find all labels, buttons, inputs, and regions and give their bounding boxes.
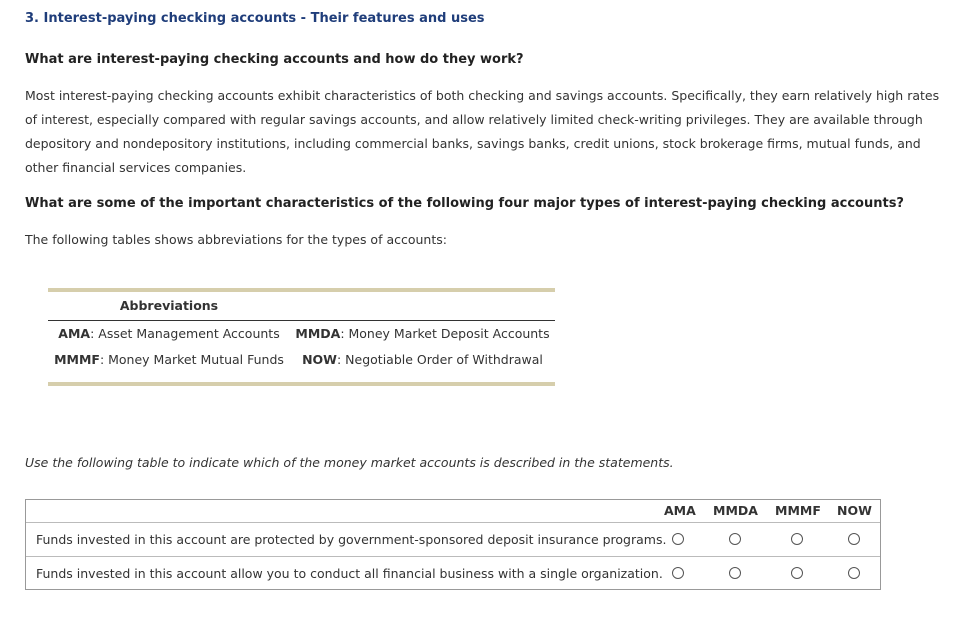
abbreviations-heading: Abbreviations [119, 298, 219, 313]
abbreviations-table [48, 288, 555, 386]
radio-mmda[interactable] [729, 567, 741, 579]
radio-mmmf[interactable] [791, 533, 803, 545]
column-header-mmmf: MMMF [775, 503, 821, 518]
question-heading-2: What are some of the important characteristics of the following four major types of interest-paying checking accounts? [25, 196, 904, 211]
page-title: 3. Interest-paying checking accounts - Their features and uses [25, 11, 485, 26]
column-header-ama: AMA [664, 503, 696, 518]
answer-table [25, 499, 881, 590]
column-header-mmda: MMDA [713, 503, 758, 518]
instruction-text: Use the following table to indicate which of the money market accounts is described in the statements. [25, 455, 674, 470]
radio-mmmf[interactable] [791, 567, 803, 579]
explanation-paragraph: Most interest-paying checking accounts exhibit characteristics of both checking and savings accounts. Specifically, they earn relatively high rates of interest, especially compared with regular savings accounts, and allow relatively limited check-writing privileges. They are available through depository and nondepository institutions, including commercial banks, savings banks, credit unions, stock brokerage firms, mutual funds, and other financial services companies. [25, 88, 940, 175]
radio-now[interactable] [848, 567, 860, 579]
radio-mmda[interactable] [729, 533, 741, 545]
statement-text: Funds invested in this account allow you to conduct all financial business with a single organization. [36, 566, 663, 581]
abbreviation-ama: AMA: Asset Management Accounts [58, 326, 280, 341]
radio-ama[interactable] [672, 533, 684, 545]
abbreviation-row [48, 347, 555, 373]
table-row [26, 556, 880, 591]
abbreviations-intro: The following tables shows abbreviations for the types of accounts: [25, 232, 447, 247]
radio-now[interactable] [848, 533, 860, 545]
radio-ama[interactable] [672, 567, 684, 579]
abbreviation-mmmf: MMMF: Money Market Mutual Funds [54, 352, 284, 367]
statement-text: Funds invested in this account are protected by government-sponsored deposit insurance programs. [36, 532, 667, 547]
abbreviation-row [48, 321, 555, 347]
abbreviation-now: NOW: Negotiable Order of Withdrawal [302, 352, 543, 367]
table-bottom-rule [48, 382, 555, 386]
question-heading-1: What are interest-paying checking accounts and how do they work? [25, 52, 524, 67]
abbreviation-mmda: MMDA: Money Market Deposit Accounts [295, 326, 550, 341]
table-row [26, 522, 880, 557]
column-header-now: NOW [837, 503, 872, 518]
